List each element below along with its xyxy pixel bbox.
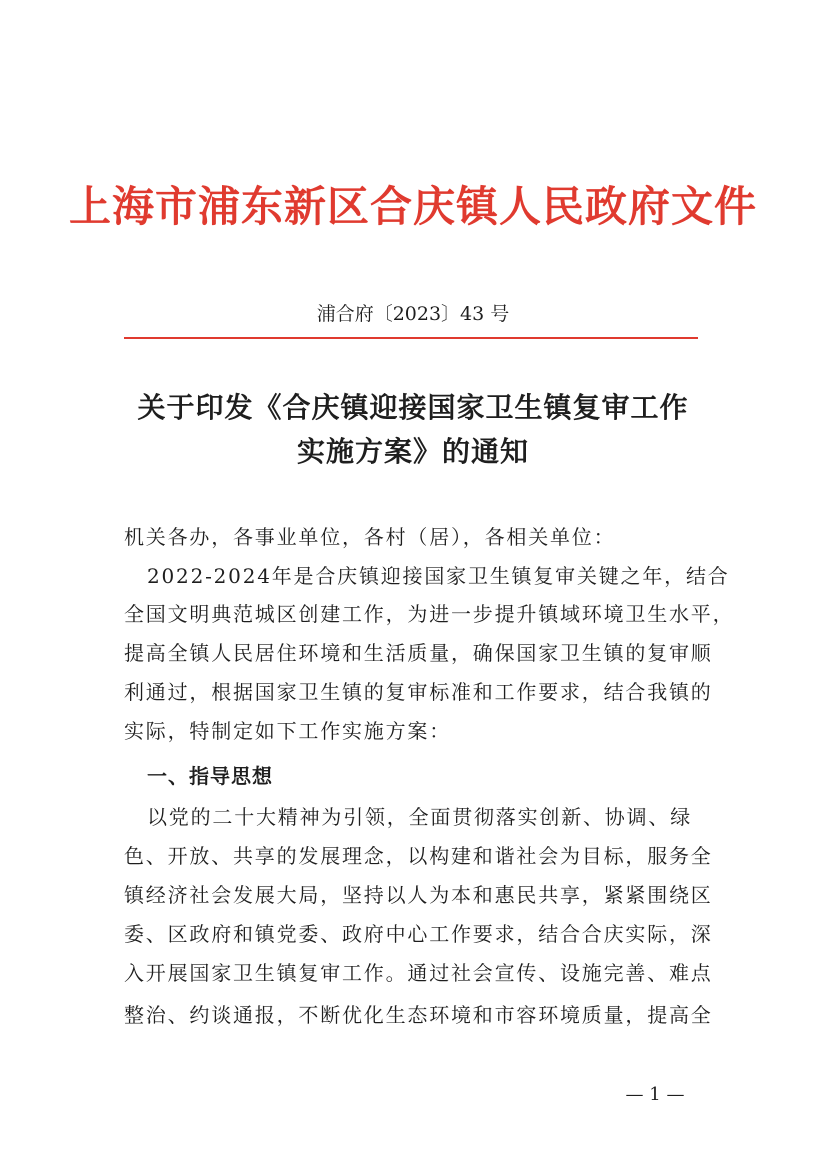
document-number: 浦合府〔2023〕43 号 — [316, 303, 510, 325]
paragraph-line: 利通过，根据国家卫生镇的复审标准和工作要求，结合我镇的 — [124, 680, 713, 704]
paragraph-line: 委、区政府和镇党委、政府中心工作要求，结合合庆实际，深 — [124, 922, 713, 946]
paragraph-line: 色、开放、共享的发展理念，以构建和谐社会为目标，服务全 — [124, 844, 713, 868]
issuer-header: 上海市浦东新区合庆镇人民政府文件 — [68, 182, 757, 231]
red-divider-line — [124, 337, 698, 339]
paragraph-line: 镇经济社会发展大局，坚持以人为本和惠民共享，紧紧围绕区 — [124, 883, 713, 907]
salutation: 机关各办，各事业单位，各村（居），各相关单位： — [124, 525, 616, 549]
paragraph-line: 以党的二十大精神为引领，全面贯彻落实创新、协调、绿 — [147, 805, 692, 829]
paragraph-line: 实际，特制定如下工作实施方案： — [124, 719, 451, 743]
paragraph-line: 提高全镇人民居住环境和生活质量，确保国家卫生镇的复审顺 — [124, 641, 713, 665]
document-title-line-1: 关于印发《合庆镇迎接国家卫生镇复审工作 — [137, 391, 689, 424]
page-number: — 1 — — [625, 1084, 685, 1105]
section-heading: 一、指导思想 — [147, 764, 273, 788]
paragraph-line: 2022-2024年是合庆镇迎接国家卫生镇复审关键之年，结合 — [147, 564, 730, 588]
paragraph-line: 入开展国家卫生镇复审工作。通过社会宣传、设施完善、难点 — [124, 961, 713, 985]
paragraph-line: 全国文明典范城区创建工作，为进一步提升镇域环境卫生水平， — [124, 602, 735, 626]
document-title-line-2: 实施方案》的通知 — [296, 435, 529, 468]
paragraph-line: 整治、约谈通报，不断优化生态环境和市容环境质量，提高全 — [124, 1003, 713, 1027]
